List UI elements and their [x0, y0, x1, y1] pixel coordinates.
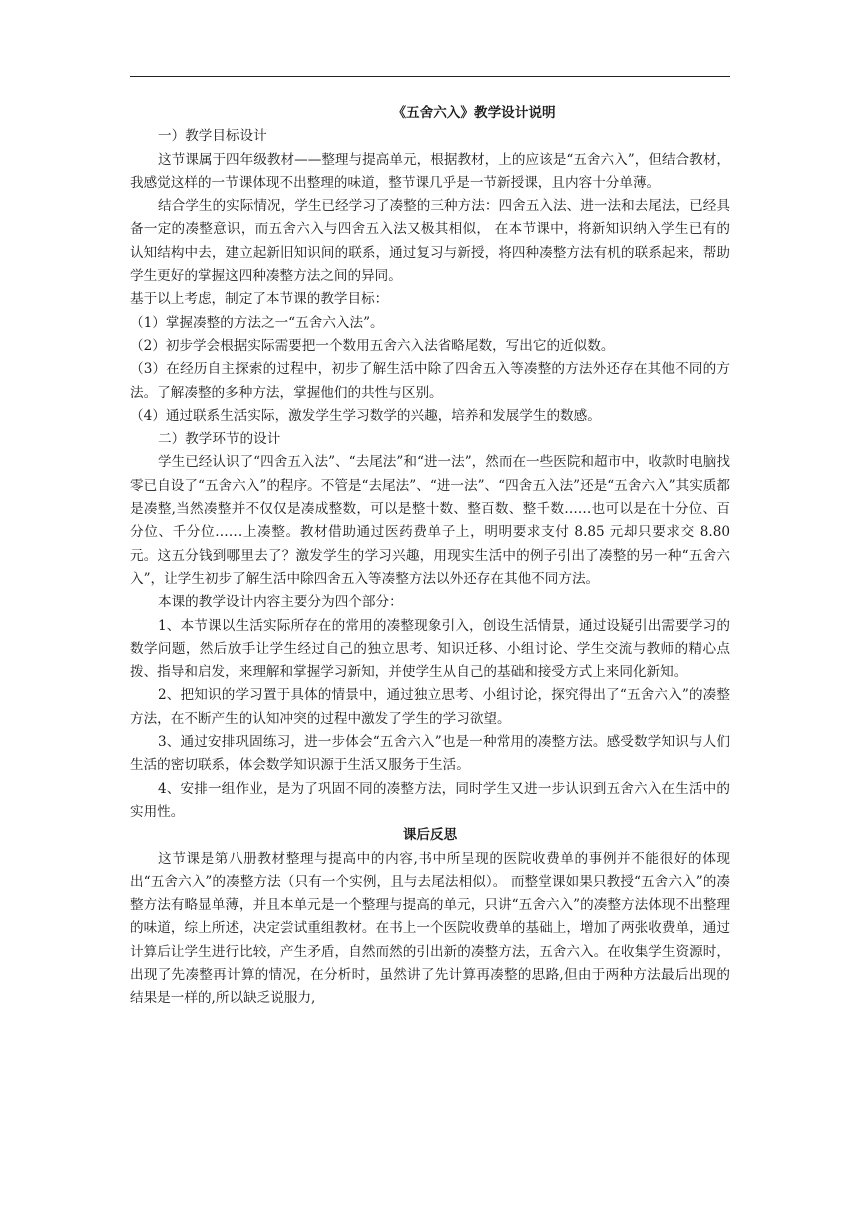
section-heading-goals: 一）教学目标设计 — [158, 128, 267, 145]
list-item: 3、通过安排巩固练习，进一步体会“五舍六入”也是一种常用的凑整方法。感受数学知识与人们生活的密切联系，体会数学知识源于生活又服务于生活。 — [130, 734, 730, 774]
reflection-title: 课后反思 — [402, 827, 458, 844]
paragraph: 这节课属于四年级教材——整理与提高单元，根据教材，上的应该是“五舍六入”，但结合教材，我感觉这样的一节课体现不出整理的味道，整节课几乎是一节新授课，且内容十分单薄。 — [130, 151, 730, 191]
list-item: 1、本节课以生活实际所存在的常用的凑整现象引入，创设生活情景，通过设疑引出需要学习的数学问题，然后放手让学生经过自己的独立思考、知识迁移、小组讨论、学生交流与教师的精心点拨、指导和启发，来理解和掌握学习新知，并使学生从自己的基础和接受方式上来同化新知。 — [130, 617, 730, 681]
document-title: 《五舍六入》教学设计说明 — [392, 105, 556, 121]
paragraph: 结合学生的实际情况，学生已经学习了凑整的三种方法：四舍五入法、进一法和去尾法，已经具备一定的凑整意识，而五舍六入与四舍五入法又极其相似， 在本节课中，将新知识纳入学生已有的认知结构中去，建立起新旧知识间的联系，通过复习与新授，将四种凑整方法有机的联系起来，帮助学生更好的掌握这四种凑整方法之间的异同。 — [130, 198, 730, 285]
list-item: 2、把知识的学习置于具体的情景中，通过独立思考、小组讨论，探究得出了“五舍六入”的凑整方法，在不断产生的认知冲突的过程中激发了学生的学习欲望。 — [130, 687, 730, 727]
goal-item: （3）在经历自主探索的过程中，初步了解生活中除了四舍五入等凑整的方法外还存在其他不同的方法。了解凑整的多种方法，掌握他们的共性与区别。 — [130, 361, 730, 401]
list-item: 4、安排一组作业，是为了巩固不同的凑整方法，同时学生又进一步认识到五舍六入在生活中的实用性。 — [130, 780, 730, 820]
goal-item: （1）掌握凑整的方法之一“五舍六入法”。 — [130, 314, 384, 331]
paragraph: 学生已经认识了“四舍五入法”、“去尾法”和“进一法”，然而在一些医院和超市中，收款时电脑找零已自设了“五舍六入”的程序。不管是“去尾法”、“进一法”、“四舍五入法”还是“五舍六入”其实质都是凑整,当然凑整并不仅仅是凑成整数，可以是整十数、整百数、整千数……也可以是在十分位、百分位、千分位……上凑整。教材借助通过医药费单子上，明明要求支付 8.85 元却只要求交 8.80 元。这五分钱到哪里去了？激发学生的学习兴趣，用现实生活中的例子引出了凑整的另一种“五舍六入”，让学生初步了解生活中除四舍五入等凑整方法以外还存在其他不同方法。 — [130, 454, 730, 587]
goal-item: （4）通过联系生活实际，激发学生学习数学的兴趣，培养和发展学生的数感。 — [130, 407, 601, 424]
header-rule — [130, 76, 730, 77]
section-heading-steps: 二）教学环节的设计 — [158, 431, 281, 448]
goals-intro: 基于以上考虑，制定了本节课的教学目标： — [130, 291, 389, 308]
document-body — [130, 102, 730, 1011]
goal-item: （2）初步学会根据实际需要把一个数用五舍六入法省略尾数，写出它的近似数。 — [130, 337, 615, 354]
reflection-paragraph: 这节课是第八册教材整理与提高中的内容,书中所呈现的医院收费单的事例并不能很好的体现出“五舍六入”的凑整方法（只有一个实例，且与去尾法相似）。 而整堂课如果只教授“五舍六入”的凑整方法有略显单薄，并且本单元是一个整理与提高的单元，只讲“五舍六入”的凑整方法体现不出整理的味道，综上所述，决定尝试重组教材。在书上一个医院收费单的基础上，增加了两张收费单，通过计算后让学生进行比较，产生矛盾，自然而然的引出新的凑整方法，五舍六入。在收集学生资源时，出现了先凑整再计算的情况，在分析时，虽然讲了先计算再凑整的思路,但由于两种方法最后出现的结果是一样的,所以缺乏说服力, — [130, 850, 730, 1007]
paragraph: 本课的教学设计内容主要分为四个部分： — [158, 594, 403, 611]
